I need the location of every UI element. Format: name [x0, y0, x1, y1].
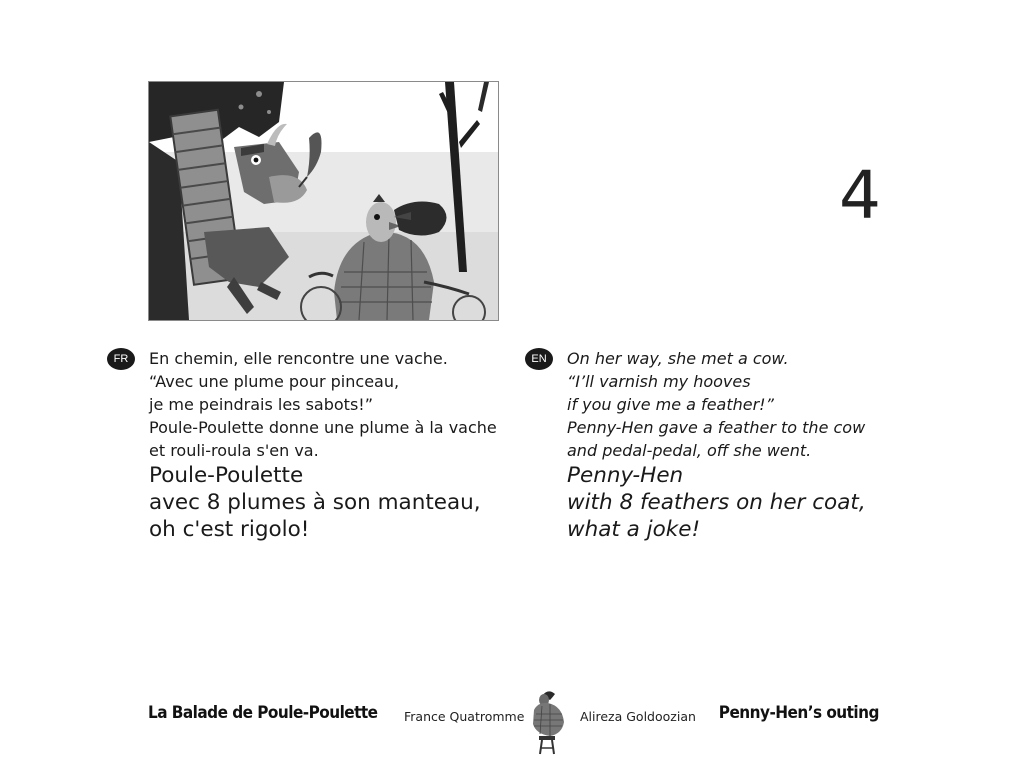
french-line: et rouli-roula s'en va.: [149, 441, 319, 460]
french-line: “Avec une plume pour pinceau,: [149, 372, 400, 391]
footer-title-en: Penny-Hen’s outing: [718, 703, 879, 723]
french-refrain-line: Poule-Poulette: [149, 463, 304, 488]
french-line: En chemin, elle rencontre une vache.: [149, 349, 448, 368]
english-line: and pedal-pedal, off she went.: [567, 441, 812, 460]
english-refrain-line: with 8 feathers on her coat,: [567, 490, 866, 515]
english-refrain-line: Penny-Hen: [567, 463, 684, 488]
french-line: je me peindrais les sabots!”: [149, 395, 373, 414]
english-line: Penny-Hen gave a feather to the cow: [567, 418, 866, 437]
english-text: [567, 347, 907, 543]
page-number: 4: [839, 157, 881, 234]
french-refrain-line: avec 8 plumes à son manteau,: [149, 490, 481, 515]
language-badge-fr: FR: [107, 348, 135, 370]
english-line: On her way, she met a cow.: [567, 349, 789, 368]
footer-author: France Quatromme: [404, 709, 525, 724]
english-line: if you give me a feather!”: [567, 395, 774, 414]
french-text: [149, 347, 497, 543]
french-line: Poule-Poulette donne une plume à la vache: [149, 418, 497, 437]
footer-illustrator: Alireza Goldoozian: [580, 709, 696, 724]
story-illustration: [148, 81, 499, 321]
english-line: “I’ll varnish my hooves: [567, 372, 751, 391]
language-badge-en: EN: [525, 348, 553, 370]
hen-logo-icon: [528, 688, 568, 755]
english-refrain-line: what a joke!: [567, 517, 701, 542]
cow-and-hen-illustration: [149, 82, 498, 320]
footer-title-fr: La Balade de Poule-Poulette: [148, 703, 378, 723]
french-refrain-line: oh c'est rigolo!: [149, 517, 310, 542]
